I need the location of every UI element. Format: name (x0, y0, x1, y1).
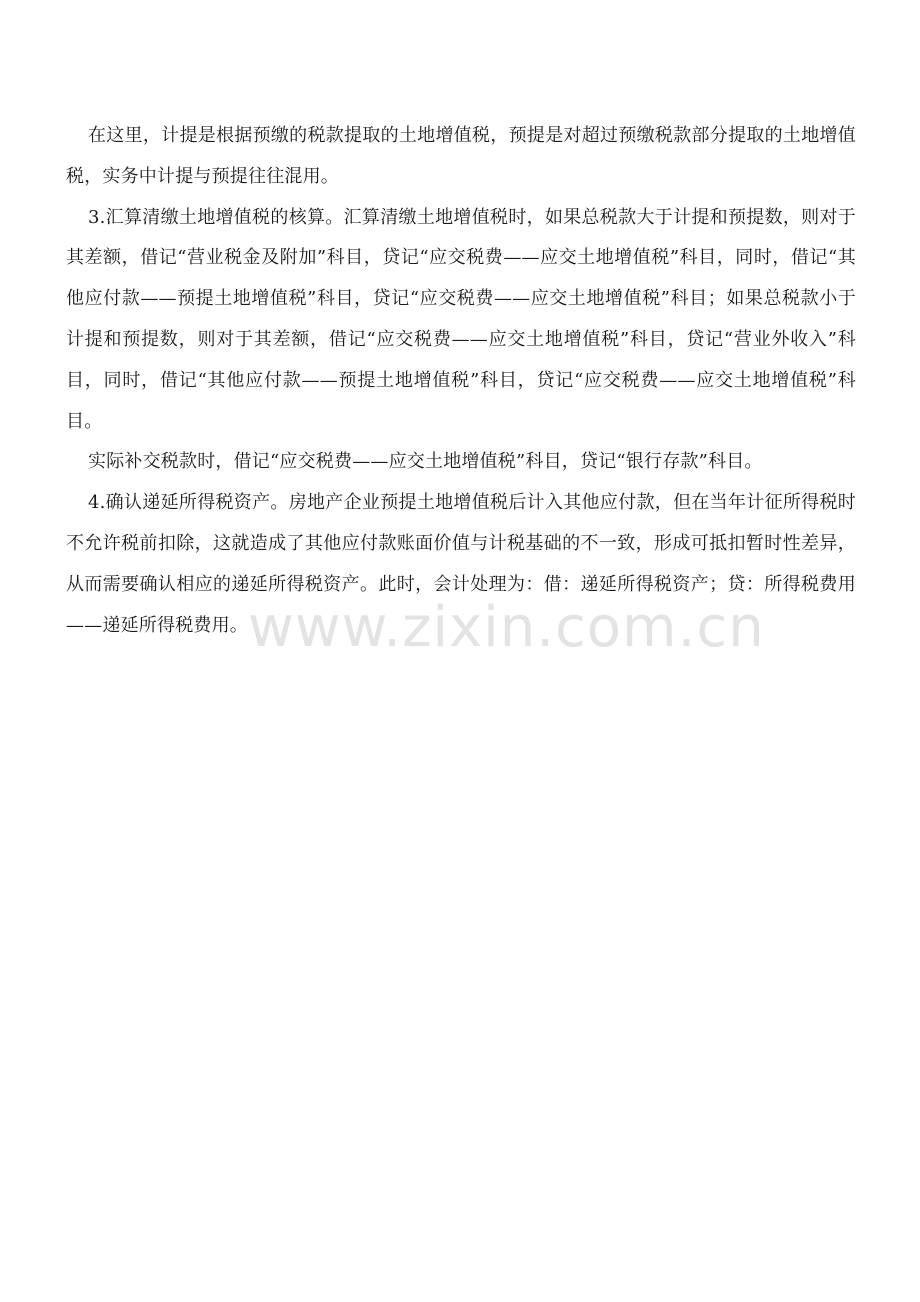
paragraph-accrual-note: 在这里，计提是根据预缴的税款提取的土地增值税，预提是对超过预缴税款部分提取的土地增值税，实务中计提与预提往往混用。 (66, 125, 856, 187)
paragraph-deferred-tax-asset: 4.确认递延所得税资产。房地产企业预提土地增值税后计入其他应付款，但在当年计征所得税时不允许税前扣除，这就造成了其他应付款账面价值与计税基础的不一致，形成可抵扣暂时性差异，从而需要确认相应的递延所得税资产。此时，会计处理为：借：递延所得税资产；贷：所得税费用——递延所得税费用。 (66, 492, 856, 636)
document-body (66, 116, 856, 646)
watermark: www.zixin.com.cn (248, 595, 765, 660)
paragraph-settlement-accounting: 3.汇算清缴土地增值税的核算。汇算清缴土地增值税时，如果总税款大于计提和预提数，则对于其差额，借记“营业税金及附加”科目，贷记“应交税费——应交土地增值税”科目，同时，借记“其他应付款——预提土地增值税”科目，贷记“应交税费——应交土地增值税”科目；如果总税款小于计提和预提数，则对于其差额，借记“应交税费——应交土地增值税”科目，贷记“营业外收入”科目，同时，借记“其他应付款——预提土地增值税”科目，贷记“应交税费——应交土地增值税”科目。 (66, 206, 856, 432)
paragraph-tax-payment: 实际补交税款时，借记“应交税费——应交土地增值税”科目，贷记“银行存款”科目。 (88, 451, 763, 473)
